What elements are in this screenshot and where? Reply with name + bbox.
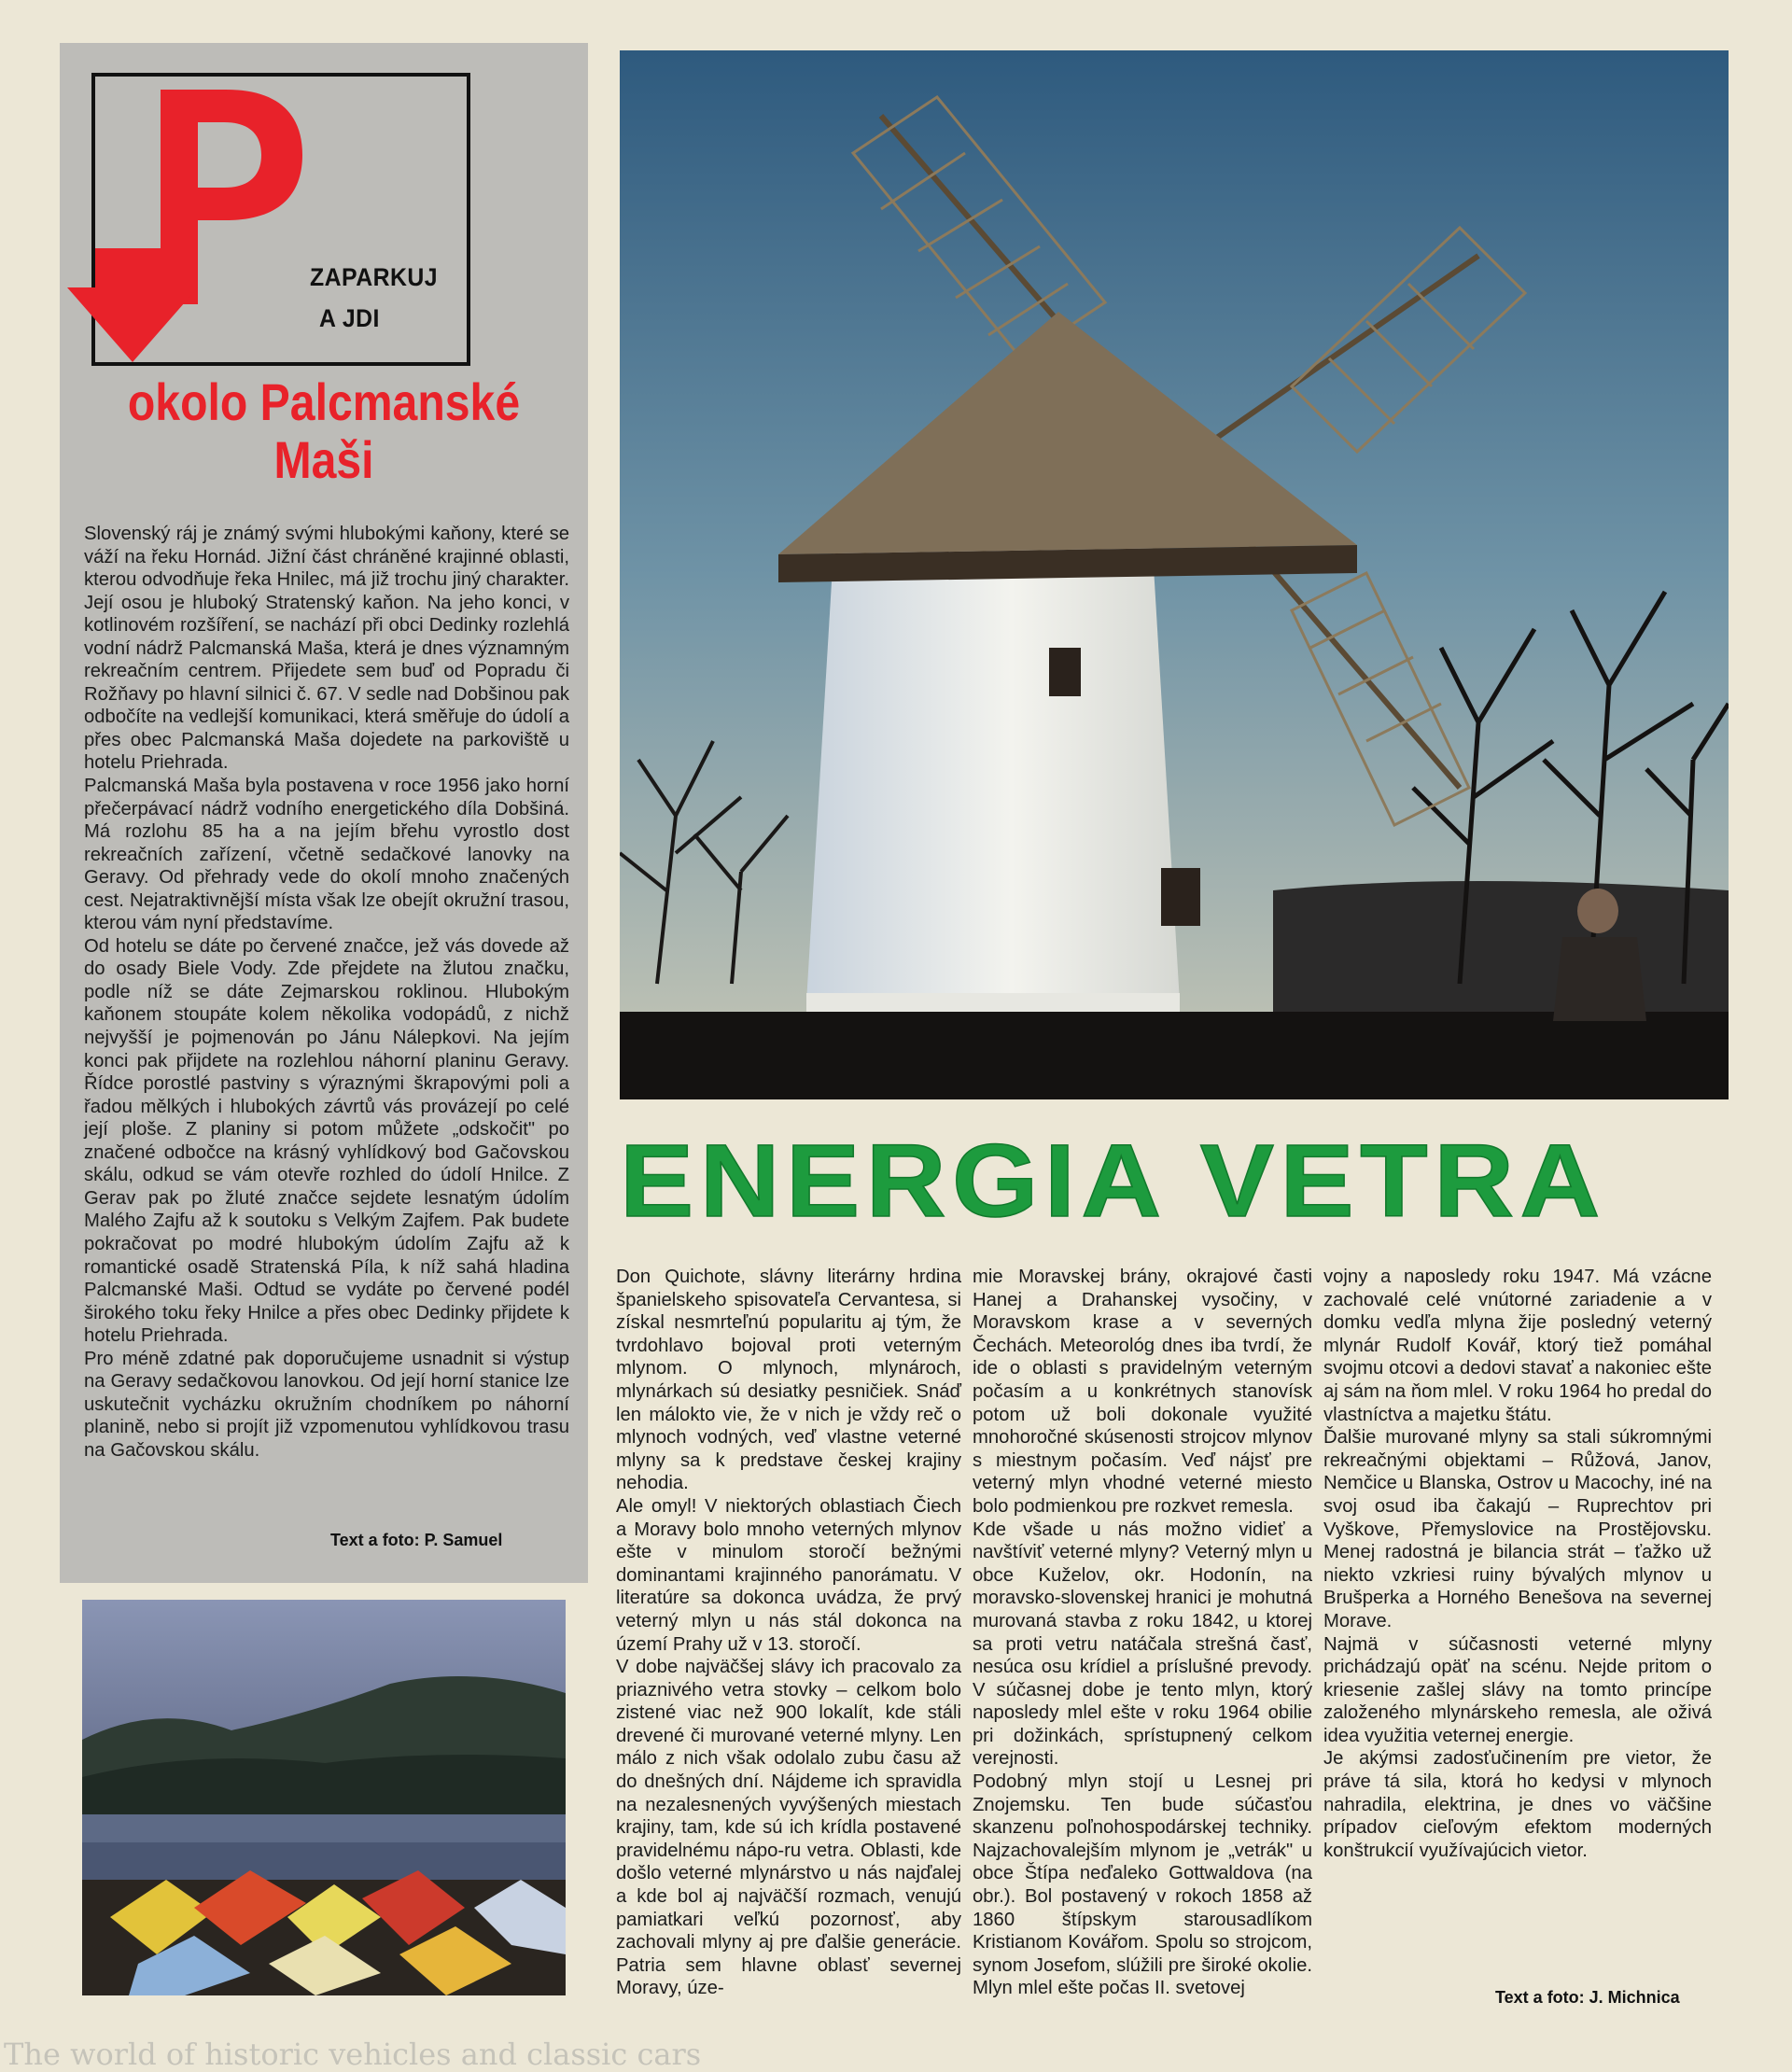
article-paragraph: Don Quichote, slávny literárny hrdina španielskeho spisovateľa Cervantesa, si získal nesmrteľnú popularitu aj tým, že tvrdohlavo bojoval proti veterným mlynom. O mlynoch, mlynároch, mlynárkach sú desiatky pesničiek. Snáď len málokto vie, že v nich je vždy reč o mlynoch vodných, veď vlastne veterné mlyny sa k predstave českej krajiny nehodia.: [616, 1267, 961, 1494]
article-credit: Text a foto: J. Michnica: [1495, 1988, 1680, 2007]
sidebar-paragraph: Slovenský ráj je známý svými hlubokými kaňony, které se váží na řeku Hornád. Jižní část chráněné krajinné oblasti, kterou odvodňuje řeka Hnilec, má již trochu jiný charakter. Její osou je hluboký Stratenský kaňon. Na jeho konci, v kotlinovém rozšíření, se nachází při obci Dedinky rozlehlá vodní nádrž Palcmanská Maša, která je dnes významným rekreačním centrem. Přijedete sem buď od Popradu či Rožňavy po hlavní silnici č. 67. V sedle nad Dobšinou pak odbočíte na vedlejší komunikaci, která směřuje do údolí a přes obec Palcmanská Maša dojedete na parkoviště u hotelu Priehrada.: [84, 524, 569, 774]
article-column-2: [973, 1266, 1312, 2000]
windmill-photo: [620, 50, 1729, 1099]
lake-photo-image: [82, 1600, 566, 1995]
article-headline: ENERGIA VETRA: [620, 1124, 1606, 1239]
sidebar-paragraph: Od hotelu se dáte po červené značce, jež vás dovede až do osady Biele Vody. Zde přejdete na žlutou značku, podle níž se dáte Zejmarskou roklinou. Hlubokým kaňonem stoupáte kolem několika vodopádů, z nichž nejvyšší je pojmenován po Jánu Nálepkovi. Na jejím konci pak přijdete na rozlehlou náhorní planinu Geravy. Řídce porostlé pastviny s výraznými škrapovými poli a řadou mělkých i hlubokých závrtů vás provázejí po celé její ploše. Z planiny si potom můžete „odskočit" po značené odbočce na krásný vyhlídkový bod Gačovskou skálu, odkud se vám otevře rozhled do údolí Hnilce. Z Gerav pak po žluté značce sejdete lesnatým údolím Malého Zajfu až k soutoku s Velkým Zajfem. Pak budete pokračovat po modré hlubokým údolím Zajfu až k romantické osadě Stratenská Píla, k níž sahá hladina Palcmanské Maši. Odtud se vydáte po červené podél širokého toku řeky Hnilce a přes obec Dedinky přijdete k hotelu Priehrada.: [84, 935, 569, 1347]
article-paragraph: Kde všade u nás možno vidieť a navštíviť veterné mlyny? Veterný mlyn u obce Kuželov, okr. Hodonín, na moravsko-slovenskej hranici je mohutná murovaná stavba z roku 1842, u ktorej sa proti vetru natáčala strešná časť, nesúca osu krídiel a príslušné prevody. V súčasnej dobe je tento mlyn, ktorý naposledy mlel ešte v roku 1964 obilie pri dožinkách, sprístupnený celkom verejnosti.: [973, 1519, 1312, 1770]
sidebar-paragraph: Pro méně zdatné pak doporučujeme usnadnit si výstup na Geravy sedačkovou lanovkou. Od její horní stanice lze uskutečnit vycházku okružním chodníkem po náhorní planině, nebo si projít již vzpomenutou vyhlídkovou trasu na Gačovskou skálu.: [84, 1348, 569, 1461]
article-column-3: [1323, 1266, 1712, 1862]
article-paragraph: Najmä v súčasnosti veterné mlyny prichádzajú opäť na scénu. Nejde pritom o kriesenie zašlej slávy na tomto princípe založeného mlynárskeho remesla, ale oživá idea využitia veternej energie.: [1323, 1633, 1712, 1746]
lake-photo: [82, 1600, 566, 1995]
parking-p-arrow-icon: [58, 71, 310, 370]
article-paragraph: vojny a naposledy roku 1947. Má vzácne zachovalé celé vnútorné zariadenie a v domku vedľa mlyna žije posledný veterný mlynár Rudolf Kovář, ktorý tiež pomáhal svojmu otcovi a dedovi stavať a nakoniec ešte aj sám na ňom mlel. V roku 1964 ho predal do vlastníctva a majetku štátu.: [1323, 1267, 1712, 1425]
article-paragraph: Podobný mlyn stojí u Lesnej pri Znojemsku. Ten bude súčasťou skanzenu poľnohospodárskej techniky. Najzachovalejším mlynom je „vetrák" u obce Štípa neďaleko Gottwaldova (na obr.). Bol postavený v rokoch 1858 až 1860 štípskym starousadlíkom Kristianom Kovářom. Spolu so strojcom, synom Josefom, slúžili pre široké okolie. Mlyn mlel ešte počas II. svetovej: [973, 1771, 1312, 1999]
sidebar-credit: Text a foto: P. Samuel: [330, 1531, 503, 1549]
parking-logo-box: [91, 73, 470, 366]
article-column-1: [616, 1266, 961, 2000]
sidebar-body: [84, 523, 569, 1462]
article-paragraph: mie Moravskej brány, okrajové časti Hanej a Drahanskej vysočiny, v Moravskom krase a v severných Čechách. Meteorológ dnes iba tvrdí, že ide o oblasti s pravidelným veterným počasím a u konkrétnych stanovísk potom už boli dokonale využité mnohoročné skúsenosti strojcov mlynov s miestnym počasím. Veď nájsť pre veterný mlyn vhodné veterné miesto bolo podmienkou pre rozkvet remesla.: [973, 1267, 1312, 1517]
article-paragraph: Ďalšie murované mlyny sa stali súkromnými rekreačnými objektami – Růžová, Janov, Nemčice u Blanska, Ostrov u Macochy, iné na svoj osud iba čakajú – Ruprechtov pri Vyškove, Přemyslovice na Prostějovsku. Menej radostná je bilancia strát – ťažko už niekto vzkriesi ruiny bývalých mlynov u Brušperka a Horného Benešova na severnej Morave.: [1323, 1427, 1712, 1631]
logo-text-line2: A JDI: [319, 304, 380, 332]
article-paragraph: V dobe najväčšej slávy ich pracovalo za priaznivého vetra stovky – celkom bolo zistené viac než 900 lokalít, kde stáli drevené či murované veterné mlyny. Len málo z nich však odolalo zubu času až do dnešných dní. Nájdeme ich spravidla na nezalesnených vyvýšených miestach krajiny, tam, kde sú ich krídla postavené pravidelnému nápo-ru vetra. Oblasti, kde došlo veterné mlynárstvo u nás najďalej a kde bol aj najväčší rozmach, venujú pamiatkari veľkú pozornosť, aby zachovali mlyny aj pre ďalšie generácie. Patria sem hlavne oblasť severnej Moravy, úze-: [616, 1657, 961, 1999]
windmill-photo-image: [620, 50, 1729, 1099]
sidebar-title-line2: Maši: [273, 430, 374, 489]
logo-text-line1: ZAPARKUJ: [310, 263, 439, 291]
footer-tagline: The world of historic vehicles and classic cars: [4, 2037, 702, 2072]
sidebar-panel: [60, 43, 588, 1583]
sidebar-paragraph: Palcmanská Maša byla postavena v roce 1956 jako horní přečerpávací nádrž vodního energetického díla Dobšiná. Má rozlohu 85 ha a na jejím břehu vyrostlo dost rekreačních zařízení, včetně sedačkové lanovky na Geravy. Od přehrady vede do okolí mnoho značených cest. Nejatraktivnější místa však lze obejít okružní trasou, kterou vám nyní představíme.: [84, 776, 569, 934]
article-paragraph: Je akýmsi zadosťučinením pre vietor, že práve tá sila, ktorá ho kedysi v mlynoch nahradila, elektrina, je dnes vo väčšine prípadov cieľovým efektom moderných konštrukcií využívajúcich vietor.: [1323, 1748, 1712, 1861]
article-paragraph: Ale omyl! V niektorých oblastiach Čiech a Moravy bolo mnoho veterných mlynov ešte v minulom storočí bežnými dominantami krajinného panorámatu. V literatúre sa dokonca uvádza, že prvý veterný mlyn u nás stál dokonca na území Prahy už v 13. storočí.: [616, 1495, 961, 1655]
sidebar-title-line1: okolo Palcmanské: [127, 372, 521, 431]
sidebar-title: [97, 373, 552, 489]
